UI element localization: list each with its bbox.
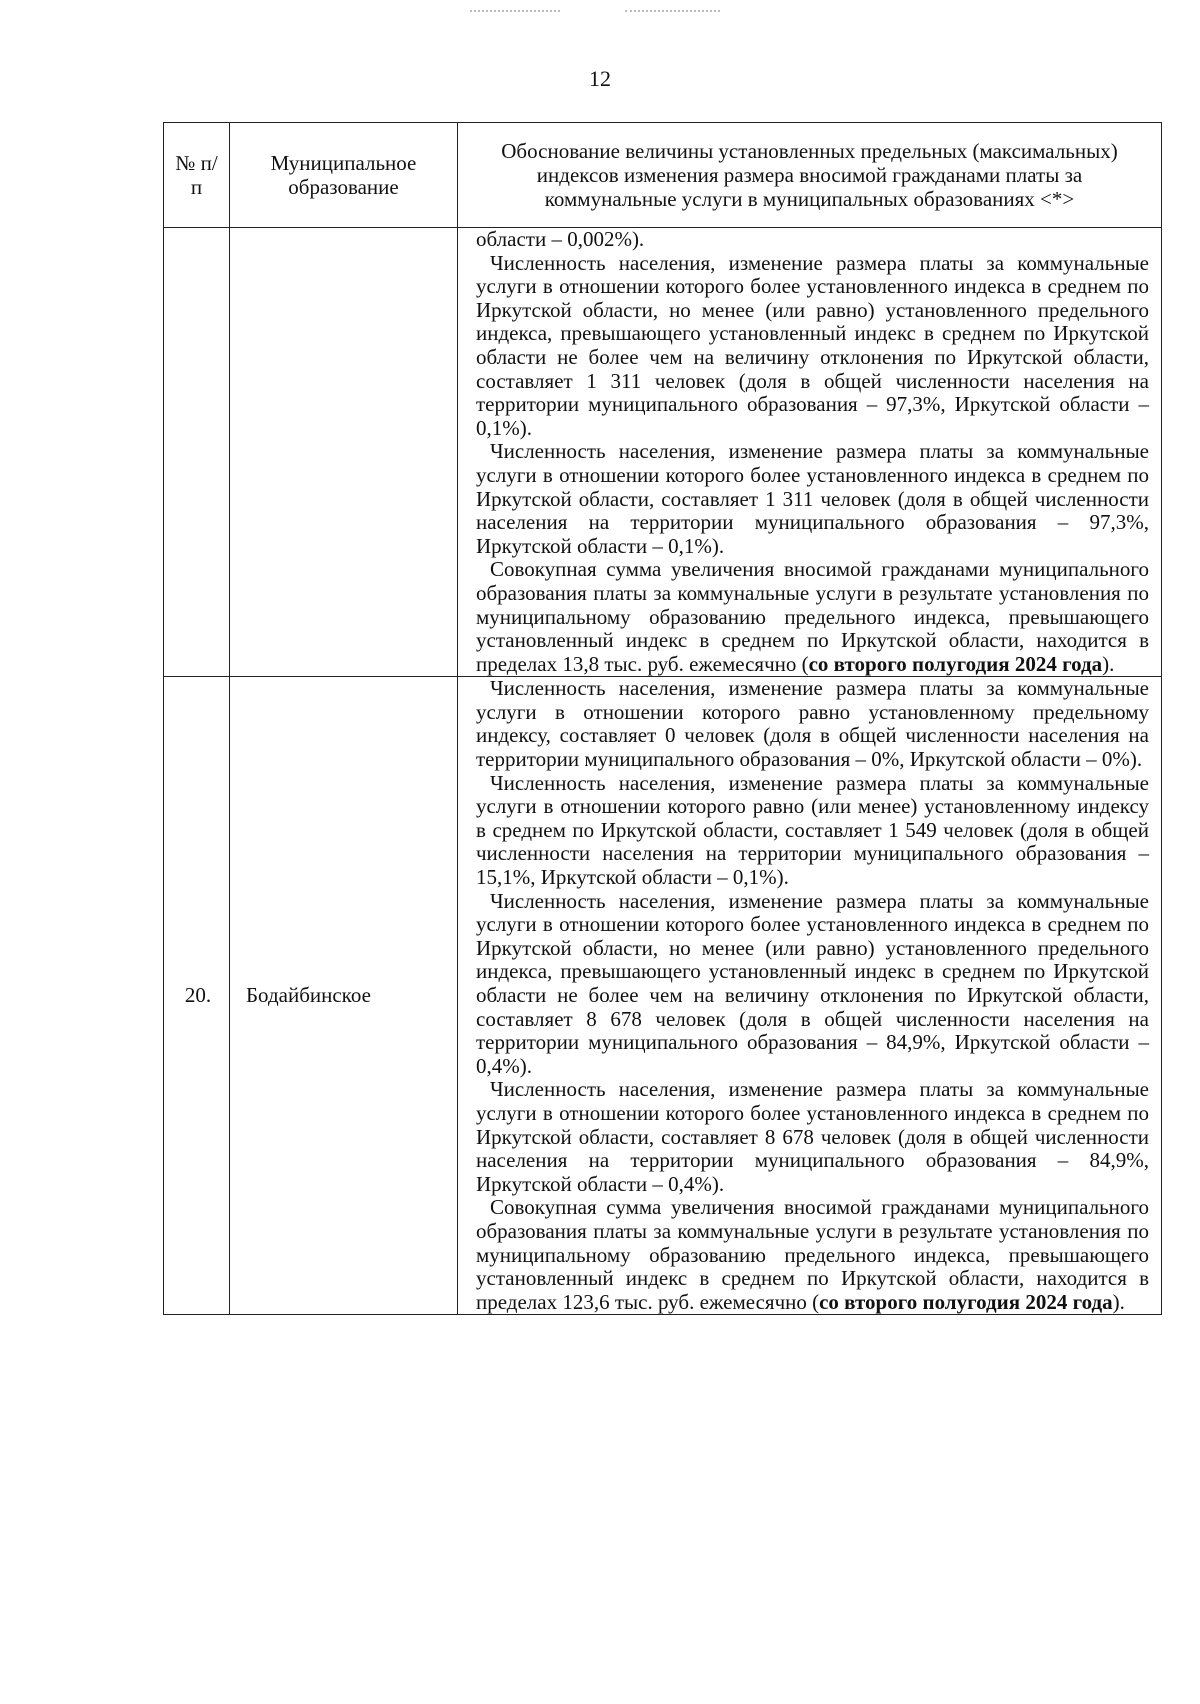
header-municipality: Муниципальное образование	[230, 123, 458, 228]
justification-paragraph: Численность населения, изменение размера платы за коммунальные услуги в отношении которого равно (или менее) установленному индексу в среднем по Иркутской области, составляет 1 549 человек (доля в общей численности населения на территории муниципального образования – 15,1%, Иркутской области – 0,1%).	[476, 770, 1149, 890]
scan-artifact	[470, 10, 560, 15]
table-row	[164, 228, 1162, 677]
summary-end: ).	[1112, 1289, 1125, 1314]
justification-summary	[476, 1196, 1149, 1314]
municipal-index-table	[163, 122, 1162, 1315]
table-row	[164, 677, 1162, 1315]
justification-paragraph: Численность населения, изменение размера платы за коммунальные услуги в отношении которого более установленного индекса в среднем по Иркутской области, составляет 1 311 человек (доля в общей численности населения на территории муниципального образования – 97,3%, Иркутской области – 0,1%).	[476, 439, 1149, 558]
summary-end: ).	[1102, 651, 1115, 676]
row-justification	[458, 228, 1162, 677]
row-number: 20.	[164, 677, 230, 1315]
justification-paragraph: Численность населения, изменение размера платы за коммунальные услуги в отношении которого равно установленному предельному индексу, составляет 0 человек (доля в общей численности населения на территории муниципального образования – 0%, Иркутской области – 0%).	[476, 676, 1149, 772]
row-number	[164, 228, 230, 677]
table-header-row	[164, 123, 1162, 228]
justification-paragraph: Численность населения, изменение размера платы за коммунальные услуги в отношении которого более установленного индекса в среднем по Иркутской области, но менее (или равно) установленного предельного индекса, превышающего установленный индекс в среднем по Иркутской области не более чем на величину отклонения по Иркутской области, составляет 1 311 человек (доля в общей численности населения на территории муниципального образования – 97,3%, Иркутской области – 0,1%).	[476, 250, 1149, 440]
justification-paragraph: области – 0,002%).	[476, 227, 645, 251]
header-justification: Обоснование величины установленных предельных (максимальных) индексов изменения размера вносимой гражданами платы за коммунальные услуги в муниципальных образованиях <*>	[458, 123, 1162, 228]
justification-summary	[476, 558, 1149, 676]
scan-artifact	[625, 10, 720, 15]
summary-text: Совокупная сумма увеличения вносимой гражданами муниципального образования платы за коммунальные услуги в результате установления по муниципальному образованию предельного индекса, превышающего установленный индекс в среднем по Иркутской области, находится в пределах 13,8 тыс. руб. ежемесячно (	[476, 557, 1149, 676]
summary-period: со второго полугодия 2024 года	[808, 651, 1103, 676]
summary-period: со второго полугодия 2024 года	[819, 1289, 1113, 1314]
page-number: 12	[589, 66, 611, 91]
summary-text: Совокупная сумма увеличения вносимой гражданами муниципального образования платы за коммунальные услуги в результате установления по муниципальному образованию предельного индекса, превышающего установленный индекс в среднем по Иркутской области, находится в пределах 123,6 тыс. руб. ежемесячно (	[476, 1195, 1149, 1314]
row-justification	[458, 677, 1162, 1315]
justification-paragraph: Численность населения, изменение размера платы за коммунальные услуги в отношении которого более установленного индекса в среднем по Иркутской области, но менее (или равно) установленного предельного индекса, превышающего установленный индекс в среднем по Иркутской области не более чем на величину отклонения по Иркутской области, составляет 8 678 человек (доля в общей численности населения на территории муниципального образования – 84,9%, Иркутской области – 0,4%).	[476, 888, 1149, 1078]
header-num: № п/п	[164, 123, 230, 228]
row-municipality: Бодайбинское	[230, 677, 458, 1315]
justification-paragraph: Численность населения, изменение размера платы за коммунальные услуги в отношении которого более установленного индекса в среднем по Иркутской области, составляет 8 678 человек (доля в общей численности населения на территории муниципального образования – 84,9%, Иркутской области – 0,4%).	[476, 1077, 1149, 1196]
row-municipality	[230, 228, 458, 677]
